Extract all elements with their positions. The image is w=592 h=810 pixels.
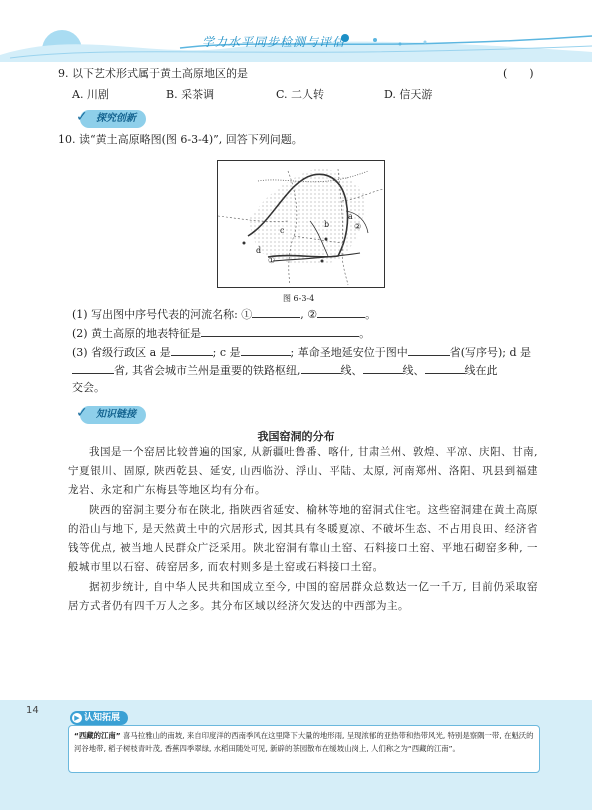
sub-question-3-line3: 交会。 (72, 381, 105, 394)
sub3-text-e: 省, 其省会城市兰州是重要的铁路枢纽, (114, 364, 301, 377)
answer-blank[interactable] (72, 362, 114, 374)
map-label-river-1: ① (268, 256, 276, 265)
answer-blank[interactable] (241, 344, 291, 356)
header-title: 学力水平同步检测与评估 (202, 35, 346, 49)
answer-blank[interactable] (201, 325, 359, 337)
answer-blank[interactable] (171, 344, 213, 356)
sub3-text-g: 线、 (402, 364, 425, 377)
map-svg (218, 161, 384, 287)
sub3-text-c: ; 革命圣地延安位于图中 (290, 346, 408, 359)
loess-plateau-map (217, 160, 385, 288)
figure-caption: 图 6-3-4 (283, 294, 315, 303)
map-label-river-2: ② (354, 222, 362, 231)
sub3-text-h: 线在此 (464, 364, 498, 377)
section-badge-explore (76, 109, 146, 128)
article-title: 我国窑洞的分布 (257, 430, 335, 443)
sub3-text-b: ; c 是 (212, 346, 241, 359)
question-9-stem: 9. 以下艺术形式属于黄土高原地区的是 (58, 67, 248, 80)
article-paragraph-3: 据初步统计, 自中华人民共和国成立至今, 中国的窑居群众总数达一亿一千万, 目前仍采取窑居方式者仍有四千万人之多。其分布区域以经济欠发达的中西部为主。 (68, 581, 538, 612)
city-marker (243, 242, 246, 245)
swoosh-icon: ✓ (76, 405, 88, 421)
extension-title: “西藏的江南” (74, 731, 121, 740)
extension-badge (70, 711, 128, 725)
question-10-stem: 10. 读“黄土高原略图(图 6-3-4)”, 回答下列问题。 (58, 133, 303, 146)
sub2-text-b: 。 (359, 327, 371, 340)
section-badge-knowledge (76, 405, 146, 424)
plateau-area (248, 169, 364, 265)
map-label-b: b (324, 220, 330, 229)
answer-blank[interactable] (301, 362, 341, 374)
header-banner (0, 0, 592, 62)
sub-question-2 (72, 325, 370, 342)
map-label-a: a (348, 212, 353, 221)
section-badge-label: 探究创新 (96, 113, 136, 124)
sub1-text-b: , ② (300, 308, 318, 321)
extension-text (74, 729, 534, 755)
answer-blank[interactable] (363, 362, 403, 374)
extension-body: 喜马拉雅山的南坡, 来自印度洋的西南季风在这里降下大量的地形雨, 呈现浓郁的亚热带和热带风光, 特别是察隅一带, 在魁沃的河谷地带, 稻子树枝青叶茂, 香蕉四季翠绿, 水稻田随处可见, 新辟的茶园散布在缓坡山岗上, 人们称之为“西藏的江南”。 (74, 731, 534, 753)
option-d: D. 信天游 (384, 88, 433, 101)
answer-blank[interactable] (408, 344, 450, 356)
sub-question-3-line2 (72, 362, 498, 379)
sub2-text-a: (2) 黄土高原的地表特征是 (72, 327, 202, 340)
extension-label: 认知拓展 (84, 713, 121, 723)
map-label-c: c (280, 226, 285, 235)
option-c: C. 二人转 (276, 88, 325, 101)
play-icon: ▶ (72, 713, 82, 723)
sub-question-3-line1 (72, 344, 531, 361)
page-number: 14 (26, 705, 39, 716)
sub3-text-a: (3) 省级行政区 a 是 (72, 346, 171, 359)
swoosh-icon: ✓ (76, 109, 88, 125)
sub1-text-c: 。 (365, 308, 377, 321)
map-label-d: d (256, 246, 262, 255)
sub3-text-f: 线、 (340, 364, 363, 377)
question-9-paren: ( ) (503, 67, 534, 80)
sub-question-1 (72, 306, 376, 323)
article-paragraph-1: 我国是一个窑居比较普遍的国家, 从新疆吐鲁番、喀什, 甘肃兰州、敦煌、平凉、庆阳、甘南, 宁夏银川、固原, 陕西乾县、延安, 山西临汾、浮山、平陆、太原, 河南郑州、洛阳、巩县到福建龙岩、永定和广东梅县等地区均有分布。 (68, 446, 538, 496)
section-badge-label: 知识链接 (96, 409, 136, 420)
option-a: A. 川剧 (72, 88, 109, 101)
sub3-text-d: 省(写序号); d 是 (449, 346, 532, 359)
answer-blank[interactable] (252, 306, 300, 318)
answer-blank[interactable] (425, 362, 465, 374)
article-paragraph-2: 陕西的窑洞主要分布在陕北, 指陕西省延安、榆林等地的窑洞式住宅。这些窑洞建在黄土高原的沿山与地下, 是天然黄土中的穴居形式, 因其具有冬暖夏凉、不破坏生态、不占用良田、经济省钱等优点, 被当地人民群众广泛采用。陕北窑洞有靠山土窑、石料接口土窑、平地石砌窑多种, 一般城市里以石窑、砖窑居多, 而农村则多是土窑或石料接口土窑。 (68, 504, 538, 573)
sub1-text-a: (1) 写出图中序号代表的河流名称: ① (72, 308, 253, 321)
answer-blank[interactable] (317, 306, 365, 318)
option-b: B. 采茶调 (166, 88, 215, 101)
